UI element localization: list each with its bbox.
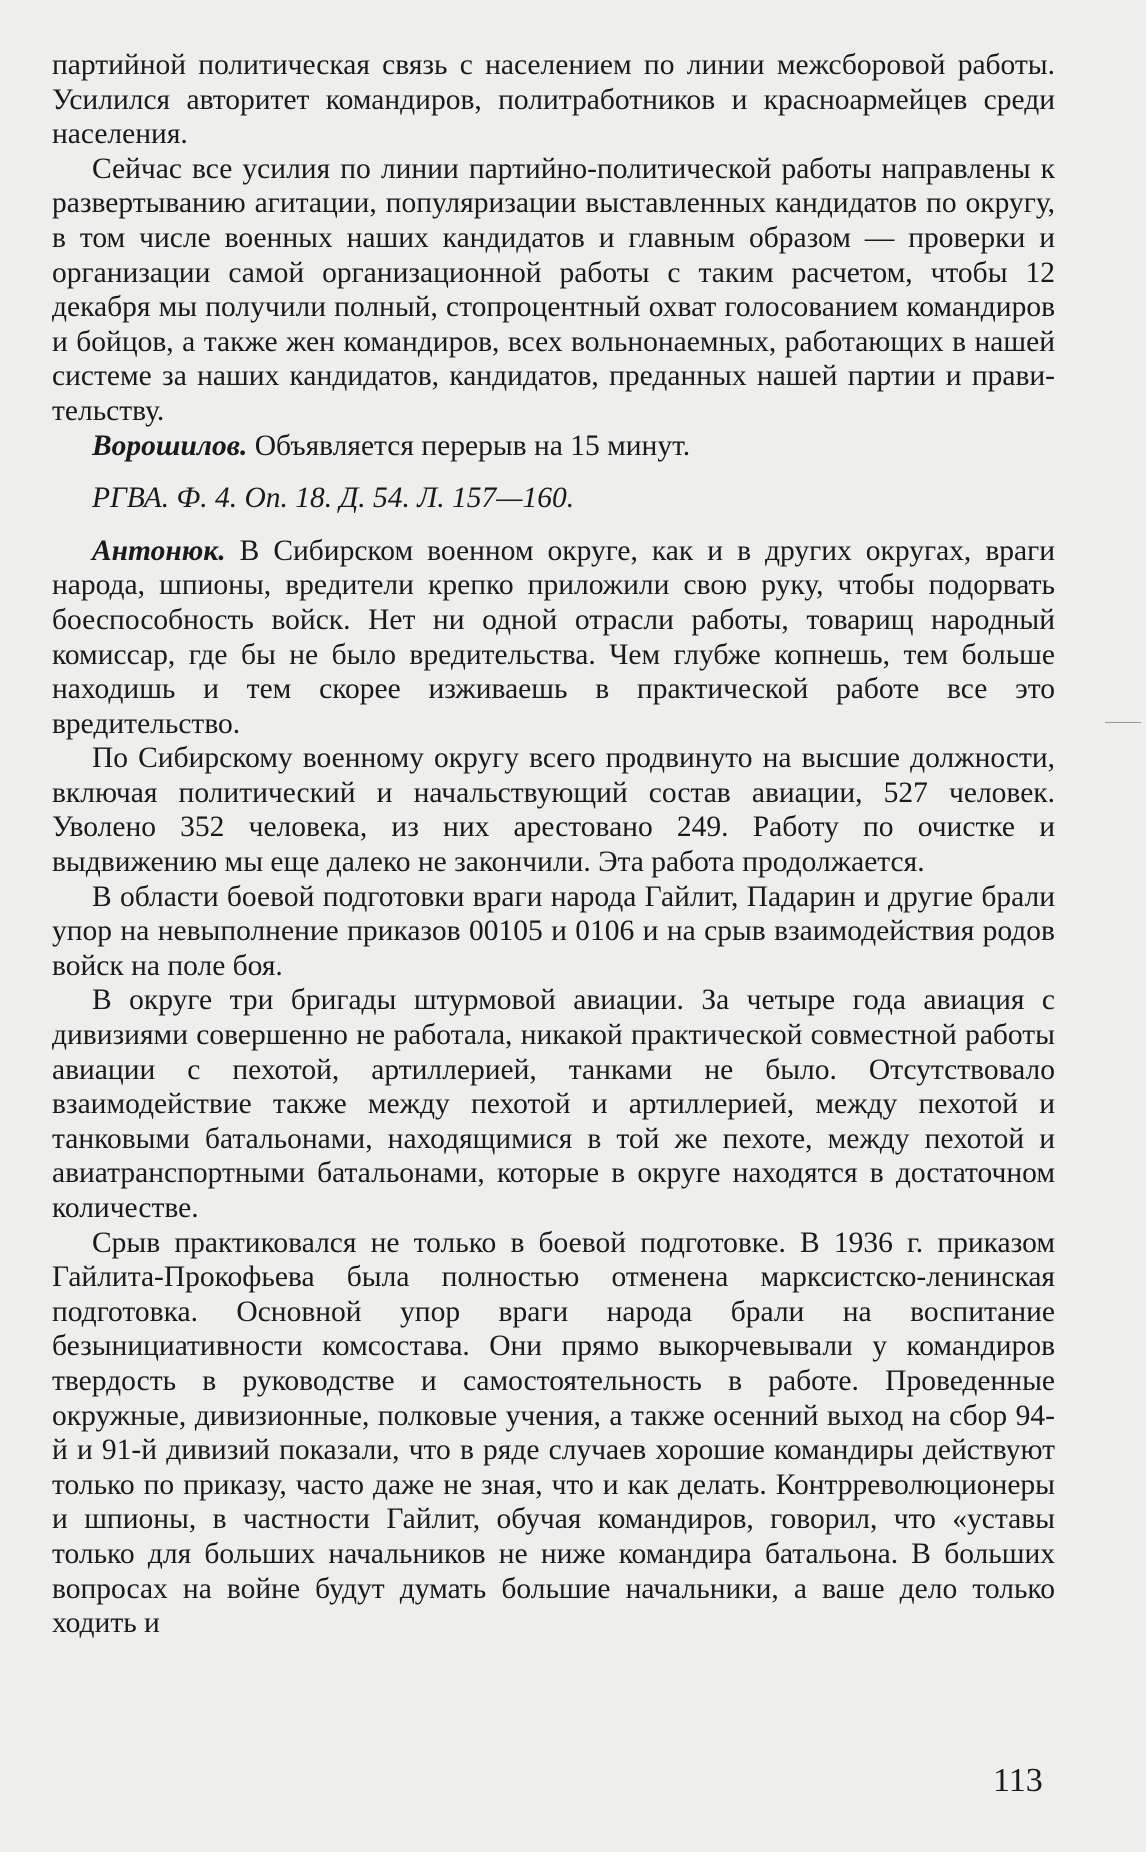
- paragraph-agitation: Сейчас все усилия по линии партийно-политической работы направлены к развертыванию агитации, популяризации выставленных кандидатов по округу, в том числе военных наших кандидатов и главным образом — проверки и организации самой организационной работы с таким расчетом, чтобы 12 декабря мы получили полный, стопроцентный охват голосованием командиров и бойцов, а также жен командиров, всех вольнонаемных, работающих в нашей системе за наших кандидатов, кандидатов, преданных нашей партии и правительству.: [52, 152, 1055, 427]
- paragraph-antonyuk: [52, 534, 1055, 742]
- margin-pencil-mark: [1105, 722, 1141, 723]
- antonyuk-remark: В Сибирском военном округе, как и в других округах, враги народа, шпионы, вредители крепко приложили свою руку, чтобы подорвать боеспособность войск. Нет ни одной отрасли работы, товарищ народный комиссар, где бы не было вредительства. Чем глубже копнешь, тем больше находишь и тем скорее изживаешь в практической работе все это вредительство.: [52, 534, 1055, 740]
- paragraph-sabotage: Срыв практиковался не только в боевой подготовке. В 1936 г. приказом Гайлита-Прокофьева была полностью отменена марксистско-ленинская подготовка. Основной упор враги народа брали на воспитание безынициативности комсостава. Они прямо выкорчевывали у командиров твердость в руководстве и самостоятельность в работе. Проведенные окружные, дивизионные, полковые учения, а также осенний выход на сбор 94-й и 91-й дивизий показали, что в ряде случаев хорошие командиры действуют только по приказу, часто даже не зная, что и как делать. Контрреволюционеры и шпионы, в частности Гайлит, обучая командиров, говорил, что «уставы только для больших начальников не ниже командира батальона. В больших вопросах на войне будут думать большие начальники, а ваше дело только ходить и: [52, 1226, 1055, 1640]
- page-number: 113: [993, 1762, 1043, 1799]
- paragraph-voroshilov: [52, 429, 1055, 464]
- paragraph-continuation: партийной политическая связь с населением по линии межсборовой работы. Усилился авторитет командиров, политработников и красноармейцев среди населения.: [52, 49, 1055, 151]
- paragraph-aviation: В округе три бригады штурмовой авиации. За четыре года авиация с дивизиями совершенно не работала, никакой практической совместной работы авиации с пехотой, артиллерией, танками не было. Отсутствовало взаимодействие также между пехотой и артиллерией, между пехотой и танковыми батальонами, находящимися в той же пехоте, между пехотой и авиатранспортными батальонами, которые в округе находятся в достаточном количестве.: [52, 984, 1055, 1224]
- archive-source-reference: РГВА. Ф. 4. Оп. 18. Д. 54. Л. 157—160.: [92, 482, 575, 515]
- page-body-text: [52, 48, 1055, 1641]
- voroshilov-remark: Объявляется перерыв на 15 минут.: [247, 429, 691, 462]
- paragraph-siberian-district: По Сибирскому военному округу всего продвинуто на высшие должности, включая политический и начальствующий состав авиации, 527 человек. Уволено 352 человека, из них арестовано 249. Работу по очистке и выдвижению мы еще далеко не закончили. Эта работа продолжается.: [52, 742, 1055, 879]
- speaker-antonyuk: Антонюк.: [92, 534, 226, 567]
- paragraph-combat-training: В области боевой подготовки враги народа Гайлит, Падарин и другие брали упор на невыполнение приказов 00105 и 0106 и на срыв взаимодействия родов войск на поле боя.: [52, 880, 1055, 982]
- speaker-voroshilov: Ворошилов.: [92, 429, 248, 462]
